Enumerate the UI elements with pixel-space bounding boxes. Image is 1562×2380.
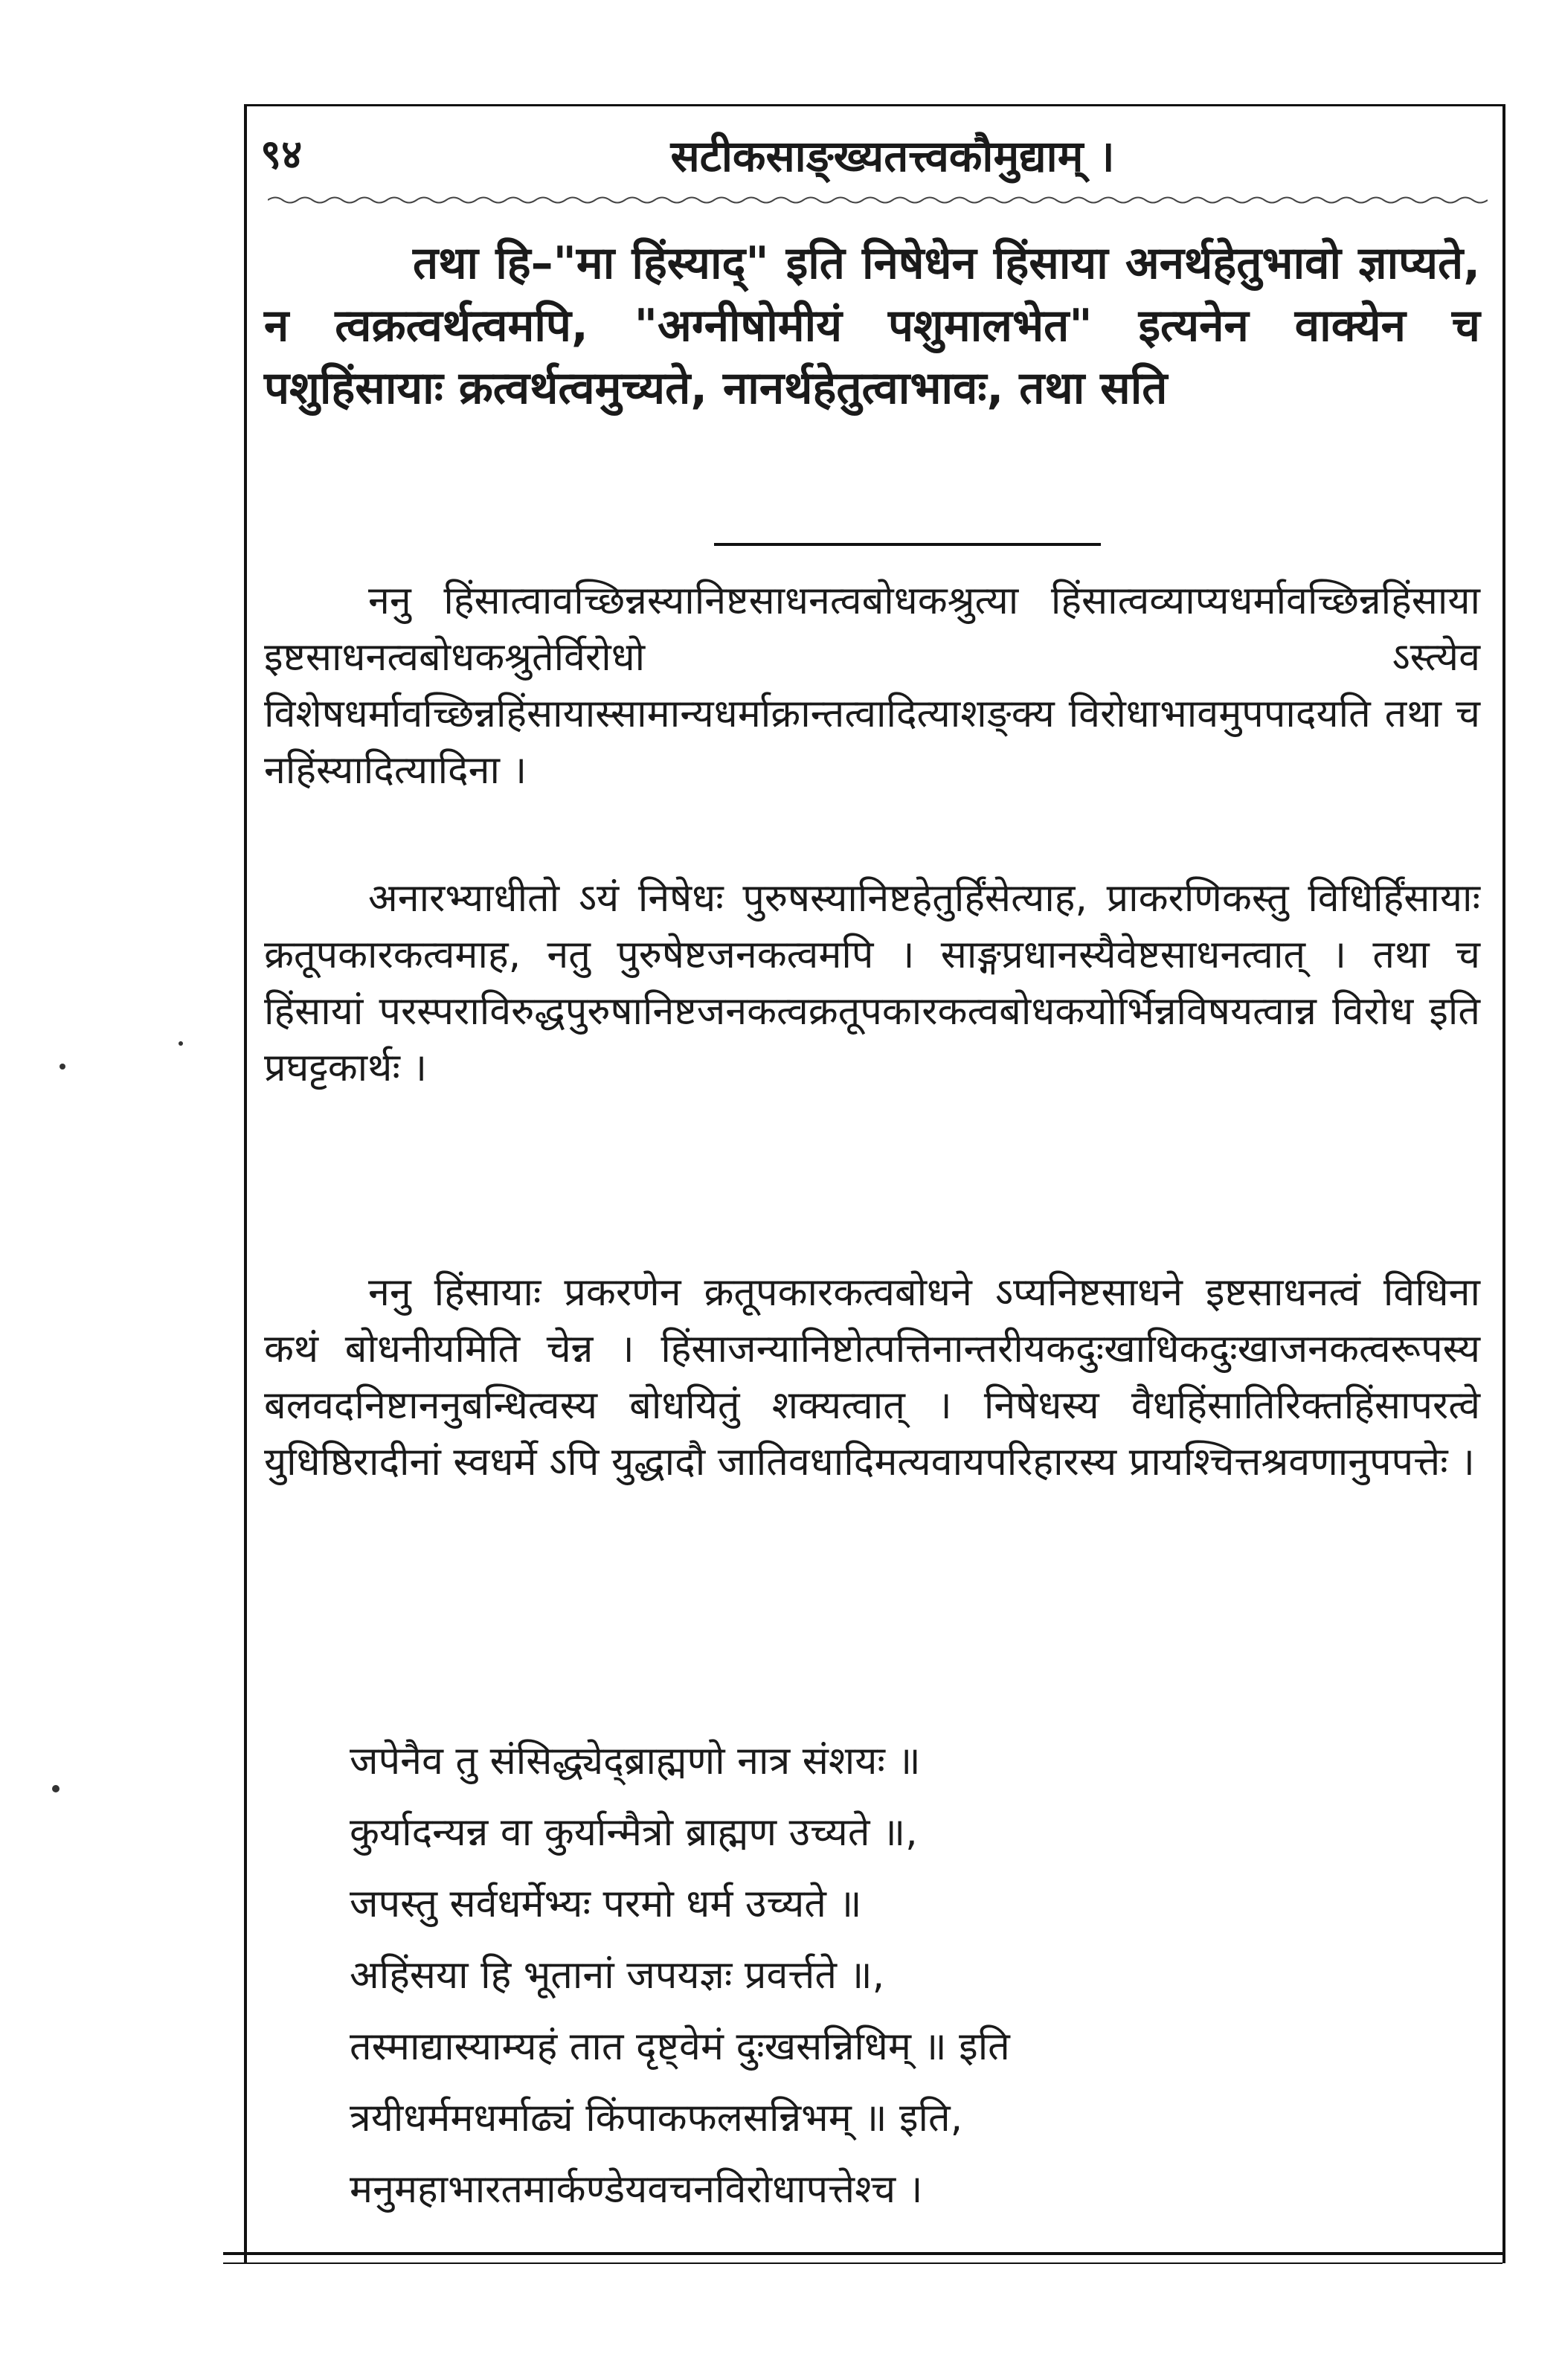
bottom-rule-thin — [223, 2262, 1502, 2264]
bottom-rule — [223, 2252, 1502, 2255]
verse-line: कुर्यादन्यन्न वा कुर्यान्मैत्रो ब्राह्मण उच्यते ॥, — [350, 1810, 918, 1855]
main-text-paragraph: तथा हि–"मा हिंस्याद्" इति निषेधेन हिंसाया अनर्थहेतुभावो ज्ञाप्यते, न त्वक्रत्वर्थत्वमपि, "अग्नीषोमीयं पशुमालभेत" इत्यनेन वाक्येन च पशुहिंसायाः क्रत्वर्थत्वमुच्यते, नानर्थहेतुत्वाभावः, तथा सति — [264, 237, 1480, 414]
page-number: ९४ — [260, 131, 303, 178]
commentary-paragraph-2: अनारभ्याधीतो ऽयं निषेधः पुरुषस्यानिष्टहेतुर्हिंसेत्याह, प्राकरणिकस्तु विधिर्हिंसायाः क्रतूपकारकत्वमाह, नतु पुरुषेष्टजनकत्वमपि । साङ्गप्रधानस्यैवेष्टसाधनत्वात् । तथा च हिंसायां परस्पराविरुद्धपुरुषानिष्टजनकत्वक्रतूपकारकत्वबोधकयोर्भिन्नविषयत्वान्न विरोध इति प्रघट्टकार्थः । — [264, 876, 1480, 1090]
verse-line: मनुमहाभारतमार्कण्डेयवचनविरोधापत्तेश्च । — [350, 2167, 923, 2212]
verse-line: जपेनैव तु संसिद्ध्येद्ब्राह्मणो नात्र संशयः ॥ — [350, 1739, 921, 1784]
verse-line: जपस्तु सर्वधर्मेभ्यः परमो धर्म उच्यते ॥ — [350, 1882, 862, 1926]
scan-speck — [179, 1041, 183, 1046]
scan-speck — [52, 1785, 60, 1792]
verse-line: त्रयीधर्ममधर्माढ्यं किंपाकफलसन्निभम् ॥ इति, — [350, 2096, 963, 2141]
commentary-paragraph-3: ननु हिंसायाः प्रकरणेन क्रतूपकारकत्वबोधने ऽप्यनिष्टसाधने इष्टसाधनत्वं विधिना कथं बोधनीयमिति चेन्न । हिंसाजन्यानिष्टोत्पत्तिनान्तरीयकदुःखाधिकदुःखाजनकत्वरूपस्य बलवदनिष्टाननुबन्धित्वस्य बोधयितुं शक्यत्वात् । निषेधस्य वैधहिंसातिरिक्तहिंसापरत्वे युधिष्ठिरादीनां स्वधर्मे ऽपि युद्धादौ जातिवधादिमत्यवायपरिहारस्य प्रायश्चित्तश्रवणानुपपत्तेः । — [264, 1270, 1480, 1485]
wavy-rule — [268, 195, 1488, 205]
page-header — [260, 125, 1488, 192]
verse-line: अहिंसया हि भूतानां जपयज्ञः प्रवर्त्तते ॥, — [350, 1953, 885, 1998]
scan-speck — [60, 1064, 65, 1070]
commentary-paragraph-1: ननु हिंसात्वावच्छिन्नस्यानिष्टसाधनत्वबोधकश्रुत्या हिंसात्वव्याप्यधर्मावच्छिन्नहिंसाया इष्टसाधनत्वबोधकश्रुतेर्विरोधो ऽस्त्येव विशेषधर्मावच्छिन्नहिंसायास्सामान्यधर्माक्रान्तत्वादित्याशङ्क्य विरोधाभावमुपपादयति तथा च नहिंस्यादित्यादिना । — [264, 579, 1480, 793]
section-divider — [714, 543, 1101, 546]
verse-block — [350, 1726, 1465, 2225]
running-title: सटीकसाङ्ख्यतत्त्वकौमुद्याम् । — [670, 131, 1115, 181]
verse-line: तस्माद्यास्याम्यहं तात दृष्ट्वेमं दुःखसन्निधिम् ॥ इति — [350, 2024, 1010, 2069]
